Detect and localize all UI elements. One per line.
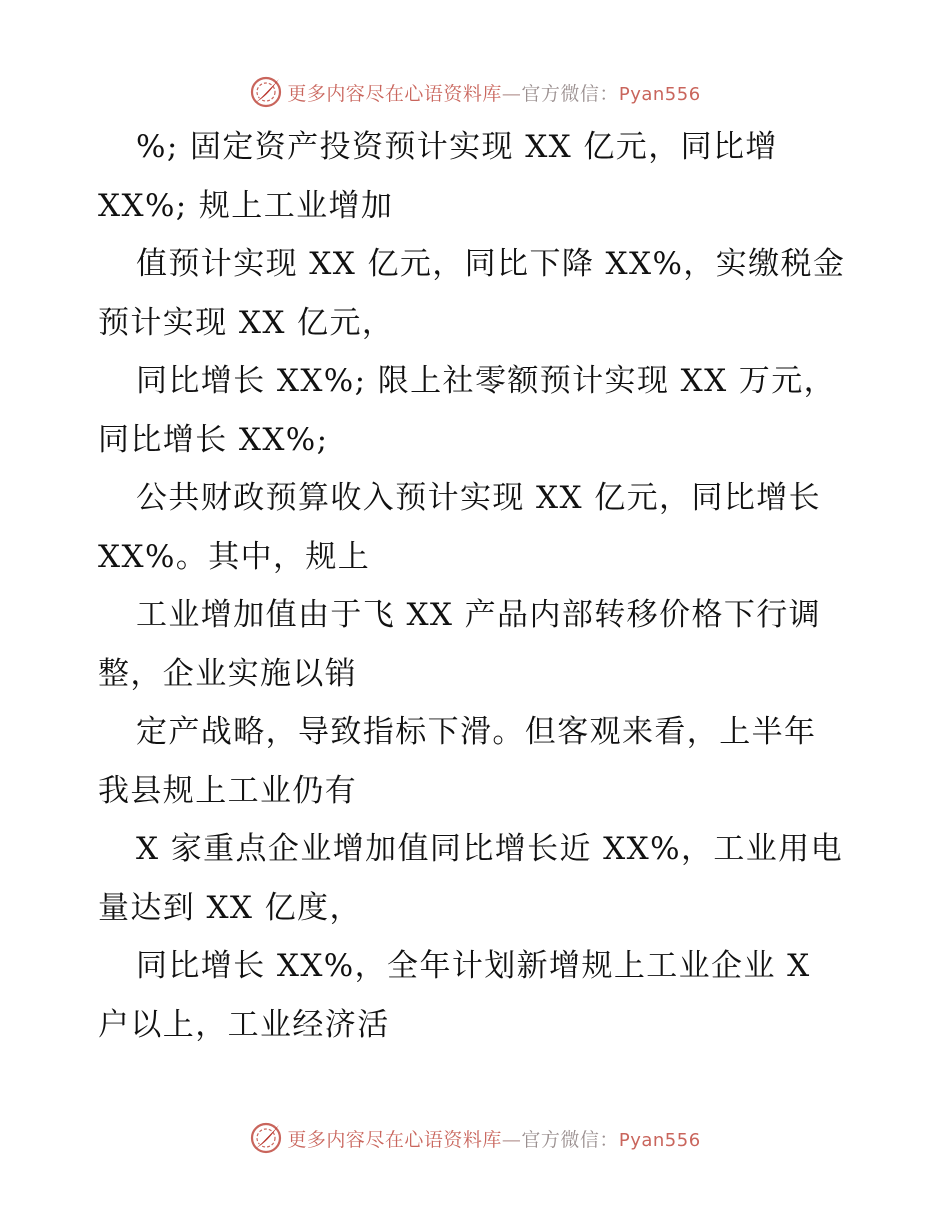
text-line: 户以上，工业经济活: [98, 1006, 390, 1043]
text-line: XX%。其中，规上: [98, 538, 371, 575]
text-line: 同比增长 XX%; 限上社零额预计实现 XX 万元，: [136, 363, 836, 399]
header-watermark: [0, 72, 950, 112]
text-line: 公共财政预算收入预计实现 XX 亿元，同比增长: [136, 480, 822, 516]
feather-logo-icon: [249, 1121, 283, 1155]
text-line: 我县规上工业仍有: [98, 772, 358, 809]
feather-logo-icon: [249, 75, 283, 109]
document-body: [98, 118, 888, 1054]
text-line: %; 固定资产投资预计实现 XX 亿元，同比增: [136, 129, 778, 165]
watermark-text: 更多内容尽在心语资料库—官方微信：Pyan556: [287, 82, 701, 105]
wechat-id: Pyan556: [618, 1129, 701, 1151]
text-line: 值预计实现 XX 亿元，同比下降 XX%，实缴税金: [136, 246, 846, 282]
wechat-id: Pyan556: [618, 83, 701, 105]
text-line: 整，企业实施以销: [98, 655, 358, 692]
footer-watermark: [0, 1118, 950, 1158]
watermark-text: 更多内容尽在心语资料库—官方微信：Pyan556: [287, 1128, 701, 1151]
text-line: XX%; 规上工业增加: [98, 187, 394, 224]
text-line: 工业增加值由于飞 XX 产品内部转移价格下行调: [136, 597, 822, 633]
text-line: 预计实现 XX 亿元，: [98, 304, 395, 341]
text-line: 定产战略，导致指标下滑。但客观来看，上半年: [136, 714, 817, 750]
text-line: 同比增长 XX%;: [98, 421, 329, 458]
text-line: X 家重点企业增加值同比增长近 XX%，工业用电: [136, 831, 843, 867]
text-line: 同比增长 XX%，全年计划新增规上工业企业 X: [136, 948, 811, 984]
text-line: 量达到 XX 亿度，: [98, 889, 362, 926]
